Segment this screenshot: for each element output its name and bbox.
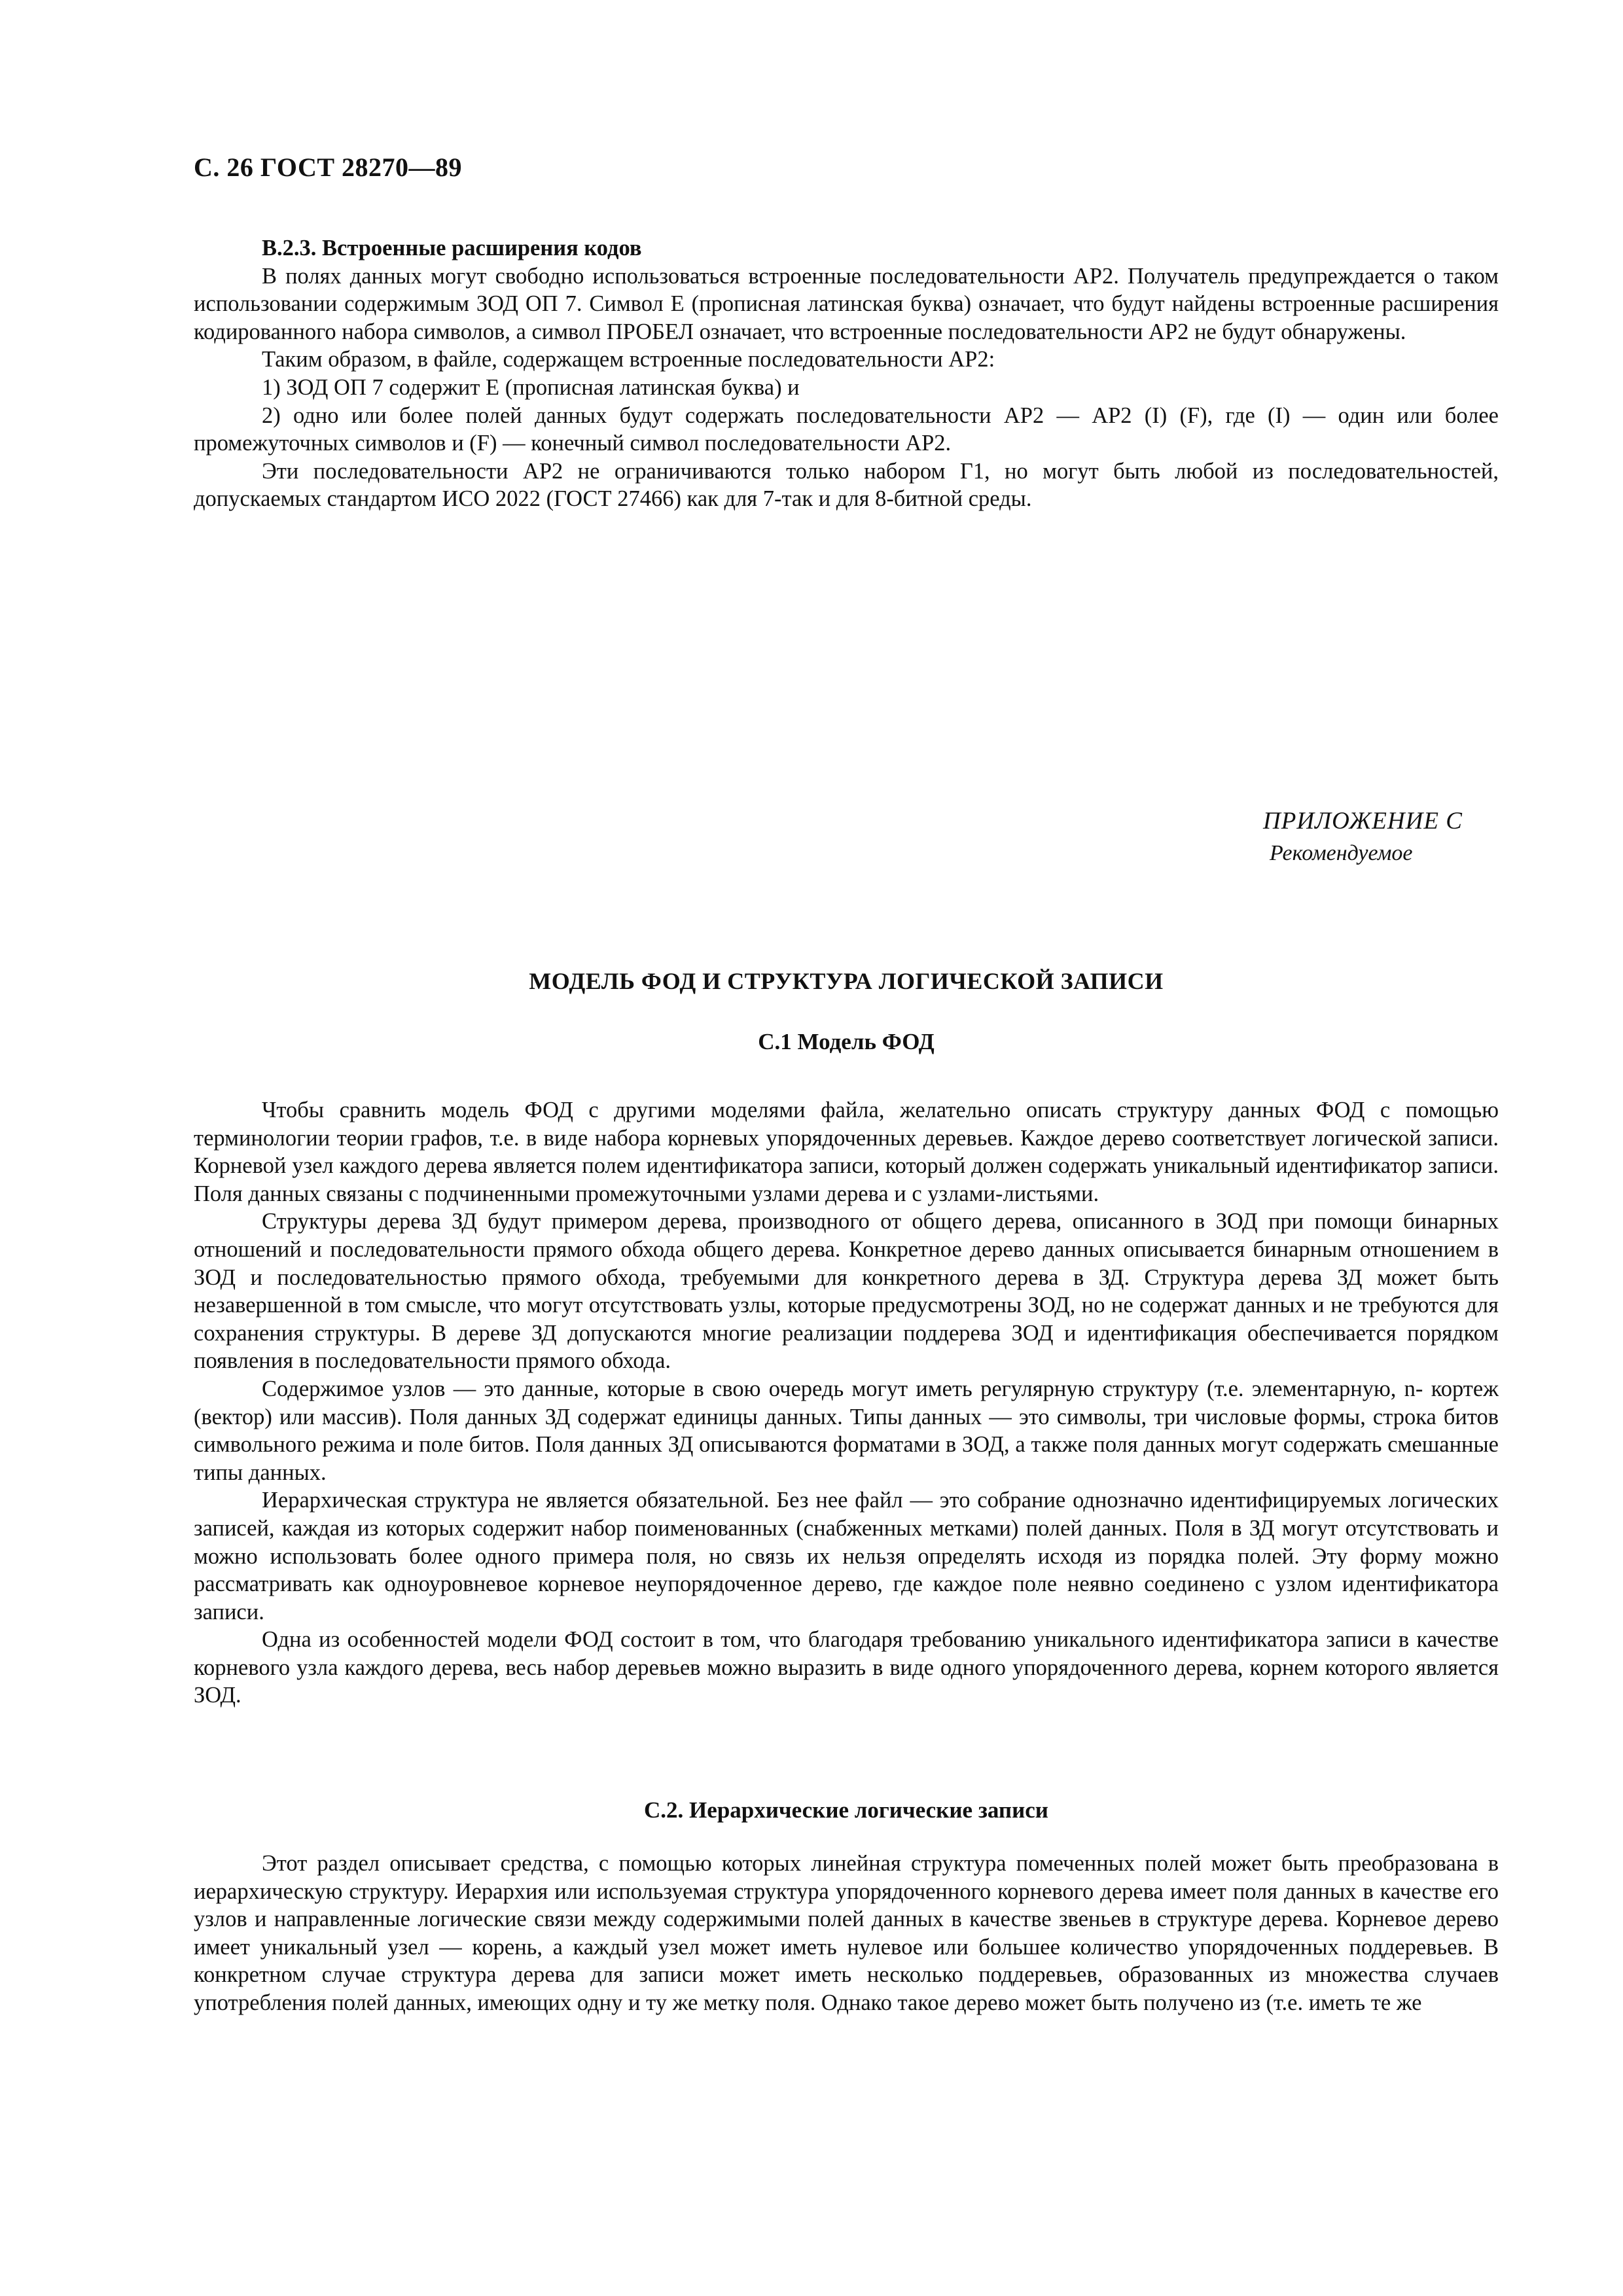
list-item: 2) одно или более полей данных будут содержать последовательности АР2 — АР2 (I) (F), где (I) — один или более промежуточных символов и (F) — конечный символ последовательности АР2. <box>194 403 1499 456</box>
paragraph: Эти последовательности АР2 не ограничиваются только набором Г1, но могут быть любой из последовательностей, допускаемых стандартом ИСО 2022 (ГОСТ 27466) как для 7-так и для 8-битной среды. <box>194 458 1499 512</box>
list-item: 1) ЗОД ОП 7 содержит Е (прописная латинская буква) и <box>262 374 800 400</box>
annex-main-title: МОДЕЛЬ ФОД И СТРУКТУРА ЛОГИЧЕСКОЙ ЗАПИСИ <box>529 968 1164 994</box>
paragraph: Таким образом, в файле, содержащем встроенные последовательности АР2: <box>262 347 995 372</box>
section-heading: В.2.3. Встроенные расширения кодов <box>262 236 642 260</box>
paragraph: Структуры дерева ЗД будут примером дерева, производного от общего дерева, описанного в ЗОД при помощи бинарных отношений и последовательности прямого обхода общего дерева. Конкретное дерево данных описывается бинарным отношением в ЗОД и последовательностью прямого обхода, требуемыми для конкретного дерева в ЗД. Структура дерева ЗД может быть незавершенной в том смысле, что могут отсутствовать узлы, которые предусмотрены ЗОД, но не содержат данных и не требуются для сохранения структуры. В дереве ЗД допускаются многие реализации поддерева ЗОД и идентификация обеспечивается порядком появления в последовательности прямого обхода. <box>194 1209 1499 1374</box>
annex-title: ПРИЛОЖЕНИЕ С <box>1263 808 1463 834</box>
paragraph: Этот раздел описывает средства, с помощью которых линейная структура помеченных полей может быть преобразована в иерархическую структуру. Иерархия или используемая структура упорядоченного корневого дерева имеет поля данных в качестве его узлов и направленные логические связи между содержимыми полей данных в качестве звеньев в структуре дерева. Корневое дерево имеет уникальный узел — корень, а каждый узел может иметь нулевое или большее количество упорядоченных поддеревьев. В конкретном случае структура дерева для записи может иметь несколько поддеревьев, образованных из множества случаев употребления полей данных, имеющих одну и ту же метку поля. Однако такое дерево может быть получено из (т.е. иметь те же <box>194 1851 1499 2015</box>
paragraph: В полях данных могут свободно использоваться встроенные последовательности АР2. Получатель предупреждается о таком использовании содержимым ЗОД ОП 7. Символ Е (прописная латинская буква) означает, что будут найдены встроенные расширения кодированного набора символов, а символ ПРОБЕЛ означает, что встроенные последовательности АР2 не будут обнаружены. <box>194 263 1499 344</box>
paragraph: Одна из особенностей модели ФОД состоит в том, что благодаря требованию уникального идентификатора записи в качестве корневого узла каждого дерева, весь набор деревьев можно выразить в виде одного упорядоченного дерева, корнем которого является ЗОД. <box>194 1627 1499 1708</box>
section-title: С.1 Модель ФОД <box>758 1029 935 1054</box>
section-c1-body <box>194 1096 1499 1710</box>
annex-label <box>1263 805 1499 869</box>
section-title: С.2. Иерархические логические записи <box>644 1797 1048 1823</box>
annex-status: Рекомендуемое <box>1270 841 1413 865</box>
section-c2-body <box>194 1850 1499 2017</box>
page-header: С. 26 ГОСТ 28270—89 <box>194 152 463 182</box>
paragraph: Чтобы сравнить модель ФОД с другими моделями файла, желательно описать структуру данных ФОД с помощью терминологии теории графов, т.е. в виде набора корневых упорядоченных деревьев. Каждое дерево соответствует логической записи. Корневой узел каждого дерева является полем идентификатора записи, который должен содержать уникальный идентификатор записи. Поля данных связаны с подчиненными промежуточными узлами дерева и с узлами-листьями. <box>194 1098 1499 1206</box>
section-b23 <box>194 234 1499 513</box>
paragraph: Иерархическая структура не является обязательной. Без нее файл — это собрание однозначно идентифицируемых логических записей, каждая из которых содержит набор поименованных (снабженных метками) полей данных. Поля в ЗД могут отсутствовать и можно использовать более одного примера поля, но связь их нельзя определять исходя из порядка полей. Эту форму можно рассматривать как одноуровневое корневое неупорядоченное дерево, где каждое поле неявно соединено с узлом идентификатора записи. <box>194 1488 1499 1624</box>
paragraph: Содержимое узлов — это данные, которые в свою очередь могут иметь регулярную структуру (т.е. элементарную, n- кортеж (вектор) или массив). Поля данных ЗД содержат единицы данных. Типы данных — это символы, три числовые формы, строка битов символьного режима и поле битов. Поля данных ЗД описываются форматами в ЗОД, а также поля данных могут содержать смешанные типы данных. <box>194 1376 1499 1485</box>
